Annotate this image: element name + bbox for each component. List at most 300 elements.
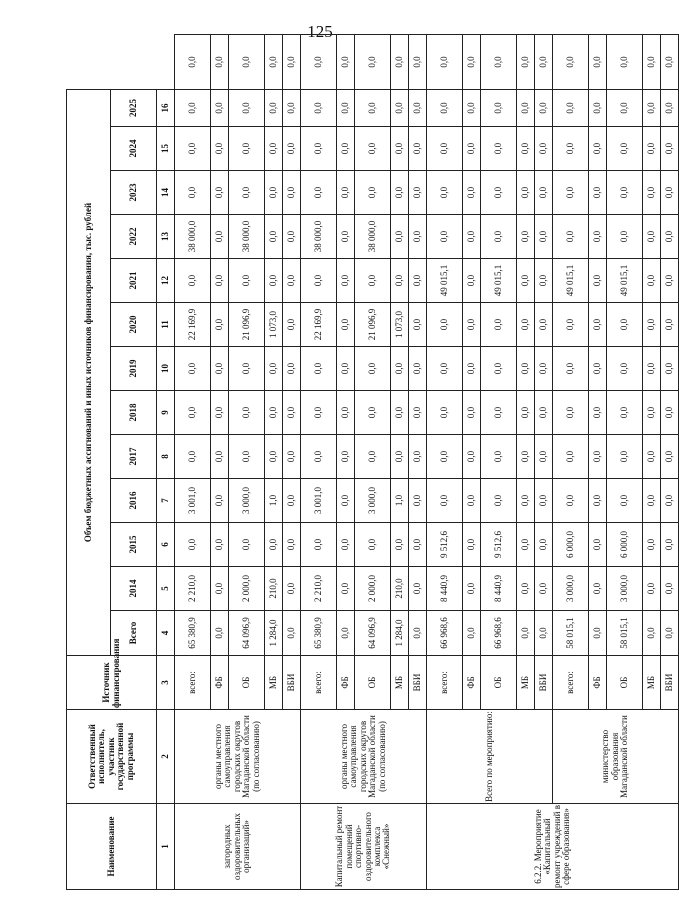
cell-year-value: 0,0 bbox=[535, 303, 553, 347]
cell-year-value: 0,0 bbox=[409, 567, 427, 611]
cell-year-value: 0,0 bbox=[589, 523, 607, 567]
index-row bbox=[157, 35, 175, 890]
cell-year-value: 0,0 bbox=[589, 479, 607, 523]
cell-year-value: 0,0 bbox=[337, 567, 355, 611]
row-source: МБ bbox=[265, 656, 283, 710]
cell-year-value: 0,0 bbox=[607, 89, 643, 126]
row-source: ОБ bbox=[607, 656, 643, 710]
cell-year-value: 0,0 bbox=[607, 35, 643, 90]
cell-year-value: 0,0 bbox=[589, 215, 607, 259]
cell-year-value: 0,0 bbox=[409, 171, 427, 215]
cell-year-value: 0,0 bbox=[535, 215, 553, 259]
cell-year-value: 49 015,1 bbox=[607, 259, 643, 303]
cell-year-value: 0,0 bbox=[481, 35, 517, 90]
cell-year-value: 0,0 bbox=[661, 391, 679, 435]
cell-year-value: 0,0 bbox=[337, 215, 355, 259]
cell-year-value: 0,0 bbox=[211, 391, 229, 435]
cell-year-value: 0,0 bbox=[283, 171, 301, 215]
cell-year-value: 0,0 bbox=[409, 347, 427, 391]
cell-year-value: 0,0 bbox=[301, 435, 337, 479]
cell-total: 66 968,6 bbox=[427, 611, 463, 656]
cell-year-value: 0,0 bbox=[481, 479, 517, 523]
cell-year-value: 0,0 bbox=[643, 171, 661, 215]
row-source: ВБИ bbox=[283, 656, 301, 710]
cell-year-value: 0,0 bbox=[535, 435, 553, 479]
index-cell: 4 bbox=[157, 611, 175, 656]
cell-year-value: 0,0 bbox=[265, 347, 283, 391]
cell-year-value: 0,0 bbox=[589, 391, 607, 435]
cell-year-value: 0,0 bbox=[643, 259, 661, 303]
cell-year-value: 0,0 bbox=[229, 391, 265, 435]
cell-year-value: 6 000,0 bbox=[607, 523, 643, 567]
cell-year-value: 0,0 bbox=[301, 347, 337, 391]
cell-year-value: 0,0 bbox=[517, 303, 535, 347]
cell-year-value: 0,0 bbox=[643, 391, 661, 435]
cell-year-value: 0,0 bbox=[409, 435, 427, 479]
row-name: Капитальный ремонт помещений спортивно-оздоровительного комплекса «Снежный» bbox=[301, 804, 427, 890]
cell-year-value: 0,0 bbox=[355, 259, 391, 303]
cell-year-value: 0,0 bbox=[643, 35, 661, 90]
cell-year-value: 1,0 bbox=[391, 479, 409, 523]
cell-year-value: 0,0 bbox=[229, 523, 265, 567]
cell-year-value: 0,0 bbox=[409, 89, 427, 126]
header-year: 2025 bbox=[111, 89, 157, 126]
cell-year-value: 2 210,0 bbox=[175, 567, 211, 611]
cell-year-value: 0,0 bbox=[265, 259, 283, 303]
cell-year-value: 0,0 bbox=[283, 391, 301, 435]
cell-year-value: 3 000,0 bbox=[553, 567, 589, 611]
header-year: 2020 bbox=[111, 303, 157, 347]
cell-year-value: 22 169,9 bbox=[175, 303, 211, 347]
cell-year-value: 0,0 bbox=[427, 171, 463, 215]
cell-year-value: 0,0 bbox=[265, 89, 283, 126]
cell-year-value: 0,0 bbox=[553, 35, 589, 90]
cell-year-value: 0,0 bbox=[175, 391, 211, 435]
cell-year-value: 0,0 bbox=[553, 303, 589, 347]
header-year: 2024 bbox=[111, 127, 157, 171]
row-source: МБ bbox=[643, 656, 661, 710]
cell-year-value: 0,0 bbox=[589, 89, 607, 126]
row-executor: органы местного самоуправления городских округов Магаданской области (по согласованию) bbox=[301, 710, 427, 804]
cell-year-value: 0,0 bbox=[553, 435, 589, 479]
cell-year-value: 0,0 bbox=[391, 127, 409, 171]
cell-year-value: 0,0 bbox=[337, 479, 355, 523]
cell-total: 0,0 bbox=[409, 611, 427, 656]
cell-year-value: 0,0 bbox=[553, 171, 589, 215]
cell-year-value: 0,0 bbox=[463, 523, 481, 567]
cell-total: 0,0 bbox=[211, 611, 229, 656]
cell-year-value: 0,0 bbox=[355, 347, 391, 391]
cell-year-value: 0,0 bbox=[427, 303, 463, 347]
cell-year-value: 0,0 bbox=[553, 215, 589, 259]
cell-year-value: 0,0 bbox=[589, 35, 607, 90]
cell-year-value: 0,0 bbox=[607, 171, 643, 215]
cell-year-value: 0,0 bbox=[607, 127, 643, 171]
cell-year-value: 0,0 bbox=[301, 127, 337, 171]
cell-year-value: 3 000,0 bbox=[229, 479, 265, 523]
table-row bbox=[553, 35, 589, 890]
cell-year-value: 0,0 bbox=[175, 347, 211, 391]
index-cell: 13 bbox=[157, 215, 175, 259]
cell-year-value: 0,0 bbox=[535, 89, 553, 126]
row-source: всего: bbox=[553, 656, 589, 710]
cell-year-value: 0,0 bbox=[517, 89, 535, 126]
cell-year-value: 0,0 bbox=[265, 35, 283, 90]
cell-year-value: 0,0 bbox=[409, 259, 427, 303]
cell-year-value: 0,0 bbox=[265, 171, 283, 215]
cell-year-value: 0,0 bbox=[337, 303, 355, 347]
cell-year-value: 0,0 bbox=[661, 523, 679, 567]
cell-year-value: 0,0 bbox=[661, 127, 679, 171]
cell-year-value: 0,0 bbox=[283, 347, 301, 391]
row-source: ВБИ bbox=[409, 656, 427, 710]
cell-year-value: 0,0 bbox=[265, 215, 283, 259]
cell-year-value: 3 001,0 bbox=[175, 479, 211, 523]
cell-year-value: 0,0 bbox=[535, 347, 553, 391]
cell-year-value: 0,0 bbox=[661, 259, 679, 303]
cell-year-value: 0,0 bbox=[229, 259, 265, 303]
cell-year-value: 0,0 bbox=[283, 259, 301, 303]
cell-year-value: 0,0 bbox=[427, 479, 463, 523]
cell-year-value: 0,0 bbox=[661, 479, 679, 523]
cell-year-value: 0,0 bbox=[643, 435, 661, 479]
cell-year-value: 0,0 bbox=[463, 479, 481, 523]
cell-year-value: 0,0 bbox=[409, 215, 427, 259]
cell-total: 1 284,0 bbox=[391, 611, 409, 656]
cell-year-value: 0,0 bbox=[463, 215, 481, 259]
cell-year-value: 0,0 bbox=[481, 435, 517, 479]
cell-year-value: 0,0 bbox=[175, 259, 211, 303]
cell-total: 65 380,9 bbox=[175, 611, 211, 656]
cell-year-value: 0,0 bbox=[481, 171, 517, 215]
cell-year-value: 0,0 bbox=[391, 259, 409, 303]
cell-year-value: 0,0 bbox=[517, 347, 535, 391]
cell-year-value: 0,0 bbox=[463, 35, 481, 90]
cell-total: 0,0 bbox=[643, 611, 661, 656]
cell-total: 0,0 bbox=[517, 611, 535, 656]
cell-total: 0,0 bbox=[661, 611, 679, 656]
index-cell: 15 bbox=[157, 127, 175, 171]
cell-year-value: 0,0 bbox=[535, 523, 553, 567]
cell-year-value: 0,0 bbox=[661, 215, 679, 259]
row-executor: Всего по мероприятию: bbox=[427, 710, 553, 804]
row-source: МБ bbox=[391, 656, 409, 710]
cell-year-value: 0,0 bbox=[481, 391, 517, 435]
index-cell: 9 bbox=[157, 391, 175, 435]
cell-year-value: 0,0 bbox=[175, 435, 211, 479]
cell-year-value: 0,0 bbox=[283, 215, 301, 259]
cell-year-value: 0,0 bbox=[283, 523, 301, 567]
cell-year-value: 0,0 bbox=[427, 215, 463, 259]
cell-total: 66 968,6 bbox=[481, 611, 517, 656]
cell-year-value: 0,0 bbox=[643, 127, 661, 171]
row-source: ВБИ bbox=[535, 656, 553, 710]
cell-year-value: 0,0 bbox=[517, 391, 535, 435]
cell-year-value: 0,0 bbox=[643, 303, 661, 347]
cell-year-value: 0,0 bbox=[409, 479, 427, 523]
cell-year-value: 0,0 bbox=[355, 523, 391, 567]
cell-year-value: 0,0 bbox=[517, 523, 535, 567]
cell-year-value: 0,0 bbox=[589, 567, 607, 611]
cell-year-value: 0,0 bbox=[589, 127, 607, 171]
cell-year-value: 0,0 bbox=[211, 259, 229, 303]
cell-year-value: 0,0 bbox=[643, 567, 661, 611]
cell-year-value: 2 000,0 bbox=[229, 567, 265, 611]
cell-year-value: 0,0 bbox=[409, 303, 427, 347]
cell-total: 0,0 bbox=[337, 611, 355, 656]
cell-year-value: 0,0 bbox=[211, 479, 229, 523]
cell-year-value: 0,0 bbox=[481, 89, 517, 126]
cell-year-value: 0,0 bbox=[337, 435, 355, 479]
cell-year-value: 0,0 bbox=[661, 303, 679, 347]
row-source: ОБ bbox=[481, 656, 517, 710]
cell-year-value: 0,0 bbox=[283, 435, 301, 479]
cell-year-value: 0,0 bbox=[265, 435, 283, 479]
cell-total: 0,0 bbox=[535, 611, 553, 656]
rotated-table-container bbox=[66, 34, 674, 890]
cell-year-value: 0,0 bbox=[409, 127, 427, 171]
cell-year-value: 0,0 bbox=[661, 89, 679, 126]
table-row bbox=[427, 35, 463, 890]
cell-year-value: 21 096,9 bbox=[229, 303, 265, 347]
cell-year-value: 0,0 bbox=[355, 127, 391, 171]
header-year: 2022 bbox=[111, 215, 157, 259]
row-source: ОБ bbox=[229, 656, 265, 710]
cell-total: 64 096,9 bbox=[355, 611, 391, 656]
cell-year-value: 0,0 bbox=[175, 35, 211, 90]
cell-year-value: 0,0 bbox=[301, 171, 337, 215]
cell-year-value: 0,0 bbox=[607, 391, 643, 435]
cell-year-value: 0,0 bbox=[517, 435, 535, 479]
cell-year-value: 21 096,9 bbox=[355, 303, 391, 347]
cell-year-value: 0,0 bbox=[211, 567, 229, 611]
cell-year-value: 0,0 bbox=[391, 391, 409, 435]
index-cell: 11 bbox=[157, 303, 175, 347]
cell-year-value: 0,0 bbox=[211, 347, 229, 391]
header-volume: Объем бюджетных ассигнований и иных источников финансирования, тыс. рублей bbox=[67, 89, 111, 655]
cell-year-value: 0,0 bbox=[427, 435, 463, 479]
index-cell: 5 bbox=[157, 567, 175, 611]
header-year: 2017 bbox=[111, 435, 157, 479]
row-source: ФБ bbox=[211, 656, 229, 710]
cell-year-value: 0,0 bbox=[229, 35, 265, 90]
cell-year-value: 0,0 bbox=[463, 259, 481, 303]
cell-year-value: 0,0 bbox=[661, 435, 679, 479]
cell-year-value: 0,0 bbox=[409, 35, 427, 90]
cell-year-value: 0,0 bbox=[643, 479, 661, 523]
cell-year-value: 0,0 bbox=[301, 391, 337, 435]
cell-year-value: 0,0 bbox=[211, 215, 229, 259]
cell-year-value: 0,0 bbox=[607, 215, 643, 259]
header-year: 2018 bbox=[111, 391, 157, 435]
cell-year-value: 8 440,9 bbox=[481, 567, 517, 611]
header-name: Наименование bbox=[67, 804, 157, 890]
row-source: МБ bbox=[517, 656, 535, 710]
cell-year-value: 0,0 bbox=[427, 127, 463, 171]
cell-total: 0,0 bbox=[463, 611, 481, 656]
cell-year-value: 210,0 bbox=[265, 567, 283, 611]
cell-year-value: 0,0 bbox=[283, 127, 301, 171]
cell-year-value: 0,0 bbox=[391, 171, 409, 215]
index-cell: 10 bbox=[157, 347, 175, 391]
cell-year-value: 22 169,9 bbox=[301, 303, 337, 347]
cell-year-value: 0,0 bbox=[661, 35, 679, 90]
cell-year-value: 0,0 bbox=[517, 479, 535, 523]
cell-year-value: 0,0 bbox=[427, 347, 463, 391]
page-number: 125 bbox=[307, 22, 333, 41]
header-total: Всего bbox=[111, 611, 157, 656]
header-year: 2021 bbox=[111, 259, 157, 303]
index-cell: 3 bbox=[157, 656, 175, 710]
cell-year-value: 0,0 bbox=[589, 303, 607, 347]
cell-year-value: 0,0 bbox=[643, 523, 661, 567]
cell-year-value: 38 000,0 bbox=[175, 215, 211, 259]
cell-year-value: 0,0 bbox=[553, 347, 589, 391]
cell-year-value: 0,0 bbox=[391, 215, 409, 259]
cell-year-value: 0,0 bbox=[337, 35, 355, 90]
cell-year-value: 0,0 bbox=[553, 89, 589, 126]
cell-year-value: 0,0 bbox=[463, 347, 481, 391]
cell-year-value: 0,0 bbox=[301, 259, 337, 303]
cell-year-value: 0,0 bbox=[553, 479, 589, 523]
cell-year-value: 3 000,0 bbox=[355, 479, 391, 523]
header-source: Источник финансирования bbox=[67, 656, 157, 710]
cell-year-value: 0,0 bbox=[175, 127, 211, 171]
cell-year-value: 0,0 bbox=[535, 567, 553, 611]
cell-year-value: 0,0 bbox=[337, 171, 355, 215]
row-source: всего: bbox=[301, 656, 337, 710]
index-cell: 1 bbox=[157, 804, 175, 890]
cell-year-value: 49 015,1 bbox=[553, 259, 589, 303]
cell-year-value: 0,0 bbox=[265, 523, 283, 567]
cell-year-value: 0,0 bbox=[463, 435, 481, 479]
cell-year-value: 0,0 bbox=[355, 391, 391, 435]
cell-year-value: 0,0 bbox=[409, 523, 427, 567]
cell-year-value: 0,0 bbox=[211, 171, 229, 215]
cell-year-value: 38 000,0 bbox=[229, 215, 265, 259]
cell-year-value: 0,0 bbox=[517, 567, 535, 611]
cell-year-value: 0,0 bbox=[391, 435, 409, 479]
cell-year-value: 49 015,1 bbox=[481, 259, 517, 303]
cell-year-value: 0,0 bbox=[661, 171, 679, 215]
cell-year-value: 0,0 bbox=[517, 215, 535, 259]
index-cell: 8 bbox=[157, 435, 175, 479]
cell-year-value: 0,0 bbox=[607, 435, 643, 479]
cell-year-value: 0,0 bbox=[517, 127, 535, 171]
cell-year-value: 2 210,0 bbox=[301, 567, 337, 611]
cell-year-value: 0,0 bbox=[427, 89, 463, 126]
cell-year-value: 0,0 bbox=[211, 35, 229, 90]
cell-year-value: 0,0 bbox=[643, 215, 661, 259]
cell-total: 58 015,1 bbox=[553, 611, 589, 656]
header-year: 2015 bbox=[111, 523, 157, 567]
cell-year-value: 0,0 bbox=[409, 391, 427, 435]
cell-year-value: 0,0 bbox=[463, 171, 481, 215]
row-name: 6.2.2. Мероприятие «Капитальный ремонт учреждений в сфере образования» bbox=[427, 804, 679, 890]
header-year: 2016 bbox=[111, 479, 157, 523]
cell-year-value: 0,0 bbox=[211, 303, 229, 347]
cell-total: 64 096,9 bbox=[229, 611, 265, 656]
cell-year-value: 3 001,0 bbox=[301, 479, 337, 523]
cell-year-value: 0,0 bbox=[355, 35, 391, 90]
cell-year-value: 0,0 bbox=[481, 127, 517, 171]
cell-year-value: 3 000,0 bbox=[607, 567, 643, 611]
cell-year-value: 1 073,0 bbox=[265, 303, 283, 347]
cell-year-value: 0,0 bbox=[517, 35, 535, 90]
header-year: 2019 bbox=[111, 347, 157, 391]
cell-year-value: 0,0 bbox=[175, 523, 211, 567]
cell-year-value: 0,0 bbox=[283, 567, 301, 611]
cell-year-value: 0,0 bbox=[391, 35, 409, 90]
cell-year-value: 0,0 bbox=[463, 567, 481, 611]
cell-year-value: 0,0 bbox=[427, 391, 463, 435]
cell-year-value: 0,0 bbox=[535, 171, 553, 215]
table-row bbox=[301, 35, 337, 890]
cell-year-value: 6 000,0 bbox=[553, 523, 589, 567]
row-source: ВБИ bbox=[661, 656, 679, 710]
cell-year-value: 0,0 bbox=[553, 391, 589, 435]
cell-year-value: 0,0 bbox=[481, 347, 517, 391]
row-executor: органы местного самоуправления городских округов Магаданской области (по согласованию) bbox=[175, 710, 301, 804]
cell-year-value: 0,0 bbox=[535, 127, 553, 171]
cell-year-value: 0,0 bbox=[337, 391, 355, 435]
cell-year-value: 0,0 bbox=[337, 347, 355, 391]
cell-year-value: 0,0 bbox=[283, 479, 301, 523]
cell-year-value: 0,0 bbox=[355, 171, 391, 215]
cell-year-value: 0,0 bbox=[535, 391, 553, 435]
cell-year-value: 0,0 bbox=[337, 259, 355, 303]
cell-year-value: 0,0 bbox=[607, 479, 643, 523]
cell-year-value: 0,0 bbox=[463, 391, 481, 435]
cell-total: 0,0 bbox=[589, 611, 607, 656]
cell-year-value: 0,0 bbox=[301, 523, 337, 567]
cell-year-value: 0,0 bbox=[463, 303, 481, 347]
index-cell: 14 bbox=[157, 171, 175, 215]
financing-table bbox=[66, 34, 679, 890]
cell-year-value: 0,0 bbox=[337, 523, 355, 567]
cell-year-value: 0,0 bbox=[661, 567, 679, 611]
cell-total: 1 284,0 bbox=[265, 611, 283, 656]
header-executor: Ответственный исполнитель, участник государственной программы bbox=[67, 710, 157, 804]
header-year: 2014 bbox=[111, 567, 157, 611]
cell-year-value: 0,0 bbox=[481, 215, 517, 259]
cell-year-value: 38 000,0 bbox=[355, 215, 391, 259]
table-body bbox=[157, 35, 679, 890]
cell-year-value: 0,0 bbox=[589, 171, 607, 215]
cell-year-value: 2 000,0 bbox=[355, 567, 391, 611]
cell-year-value: 0,0 bbox=[427, 35, 463, 90]
row-name: загородных оздоровительных организаций» bbox=[175, 804, 301, 890]
cell-year-value: 0,0 bbox=[355, 89, 391, 126]
cell-year-value: 210,0 bbox=[391, 567, 409, 611]
cell-year-value: 0,0 bbox=[283, 35, 301, 90]
cell-year-value: 0,0 bbox=[643, 347, 661, 391]
index-cell: 6 bbox=[157, 523, 175, 567]
cell-year-value: 0,0 bbox=[211, 523, 229, 567]
cell-year-value: 0,0 bbox=[391, 89, 409, 126]
cell-year-value: 0,0 bbox=[391, 347, 409, 391]
cell-year-value: 8 440,9 bbox=[427, 567, 463, 611]
cell-year-value: 0,0 bbox=[607, 347, 643, 391]
cell-year-value: 0,0 bbox=[175, 171, 211, 215]
cell-year-value: 0,0 bbox=[463, 127, 481, 171]
cell-year-value: 0,0 bbox=[517, 171, 535, 215]
row-executor: министерство образования Магаданской области bbox=[553, 710, 679, 804]
cell-year-value: 0,0 bbox=[589, 259, 607, 303]
cell-year-value: 0,0 bbox=[661, 347, 679, 391]
cell-year-value: 0,0 bbox=[229, 435, 265, 479]
cell-year-value: 0,0 bbox=[211, 435, 229, 479]
